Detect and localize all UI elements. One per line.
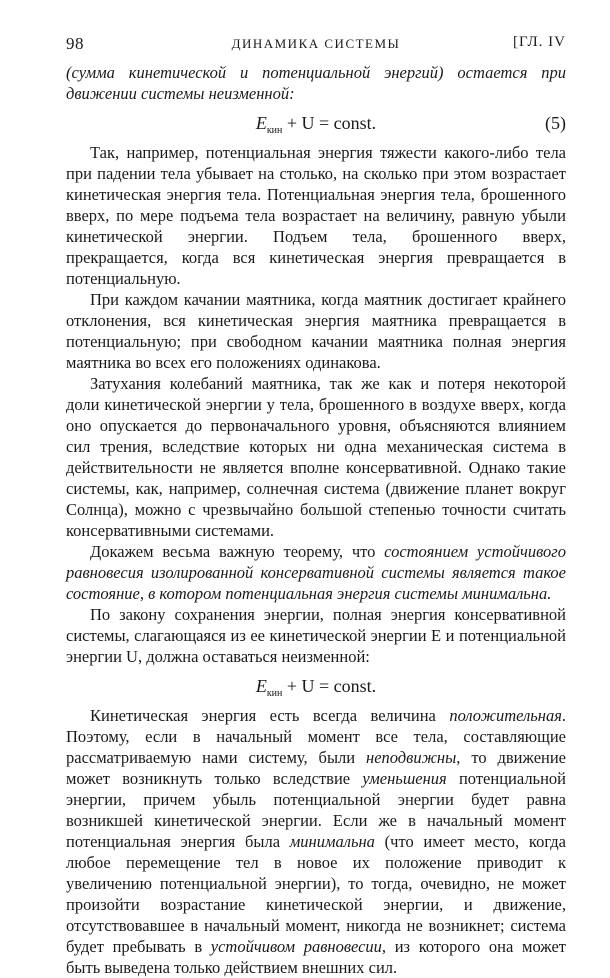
- p6-em-decrease: уменьшения: [362, 769, 447, 788]
- p6-text-k: , из которого она может быть выведена только действием внешних сил.: [66, 937, 566, 977]
- p6-text-e: , то движение может возникнуть только вследствие: [66, 748, 566, 788]
- paragraph-1: Так, например, потенциальная энергия тяжести какого-либо тела при падении тела убывает на столько, на сколько при этом возрастает кинетическая энергия тела. Потенциальная энергия тела, брошенного вверх, по мере подъема тела возрастает на величину, равную убыли кинетической энергии. Подъем тела, брошенного вверх, прекращается, когда вся кинетическая энергия превращается в потенциальную.: [66, 143, 566, 288]
- theorem-statement: состоянием устойчивого равновесия изолированной консервативной системы является такое состояние, в котором потенциальная энергия системы минимальна.: [66, 542, 566, 603]
- p6-text-i: (что имеет место, когда любое перемещение тел в новое их положение приводит к увеличению потенциальной энергии), то тогда, очевидно, не может произойти возрастание кинетической энергии, и движение, отсутствовавшее в начальный момент, никогда не возникнет; система будет пребывать в: [66, 832, 566, 956]
- paragraph-3: Затухания колебаний маятника, так же как и потеря некоторой доли кинетической энергии у тела, брошенного в воздухе вверх, когда оно опускается до первоначального уровня, объясняются влиянием сил трения, вследствие которых ни одна механическая система в действительности не является вполне консервативной. Однако такие системы, как, например, солнечная система (движение планет вокруг Солнца), можно с чрезвычайно большой степенью точности считать консервативными системами.: [66, 374, 566, 540]
- paragraph-4-lead: Докажем весьма важную теорему, что: [90, 542, 385, 561]
- formula-2-rest: + U = const.: [282, 676, 377, 696]
- page-body: [66, 62, 566, 978]
- p6-em-stable: устойчивом равновесии: [210, 937, 382, 956]
- intro-text: [66, 62, 566, 104]
- p6-text-c: . Поэтому, если в начальный момент все тела, составляющие рассматриваемую нами систему, были: [66, 706, 566, 767]
- formula-2-symbol: E: [255, 676, 267, 696]
- p6-em-positive: положительная: [449, 706, 562, 725]
- formula-5: [66, 104, 566, 142]
- paragraph-6: [66, 705, 566, 978]
- paragraph-2: При каждом качании маятника, когда маятник достигает крайнего отклонения, вся кинетическая энергия маятника превращается в потенциальную; при свободном качании маятника полная энергия маятника во всех его положениях одинакова.: [66, 290, 566, 372]
- formula-5-subscript: кин: [266, 125, 283, 136]
- formula-5-number: (5): [545, 113, 566, 133]
- formula-2-subscript: кин: [266, 688, 283, 699]
- intro-italic: (сумма кинетической и потенциальной энергий) остается при движении системы неизменной:: [66, 63, 566, 103]
- formula-5-rest: + U = const.: [282, 113, 377, 133]
- chapter-label: [ГЛ. IV: [512, 34, 566, 50]
- formula-conservation: [66, 667, 566, 705]
- page-number: 98: [66, 34, 84, 53]
- page-header: [66, 34, 566, 62]
- paragraph-5: По закону сохранения энергии, полная энергия консервативной системы, слагающаяся из ее кинетической энергии E и потенциальной энергии U, должна оставаться неизменной:: [66, 605, 566, 666]
- formula-5-symbol: E: [255, 113, 267, 133]
- p6-text-a: Кинетическая энергия есть всегда величина: [90, 706, 450, 725]
- paragraph-4: [66, 541, 566, 604]
- p6-em-minimal: минимальна: [289, 832, 375, 851]
- p6-em-motionless: неподвижны: [366, 748, 457, 767]
- running-title: ДИНАМИКА СИСТЕМЫ: [231, 36, 401, 51]
- p6-text-g: потенциальной энергии, причем убыль потенциальной энергии будет равна возникшей кинетической энергии. Если же в начальный момент потенциальная энергия была: [66, 769, 566, 851]
